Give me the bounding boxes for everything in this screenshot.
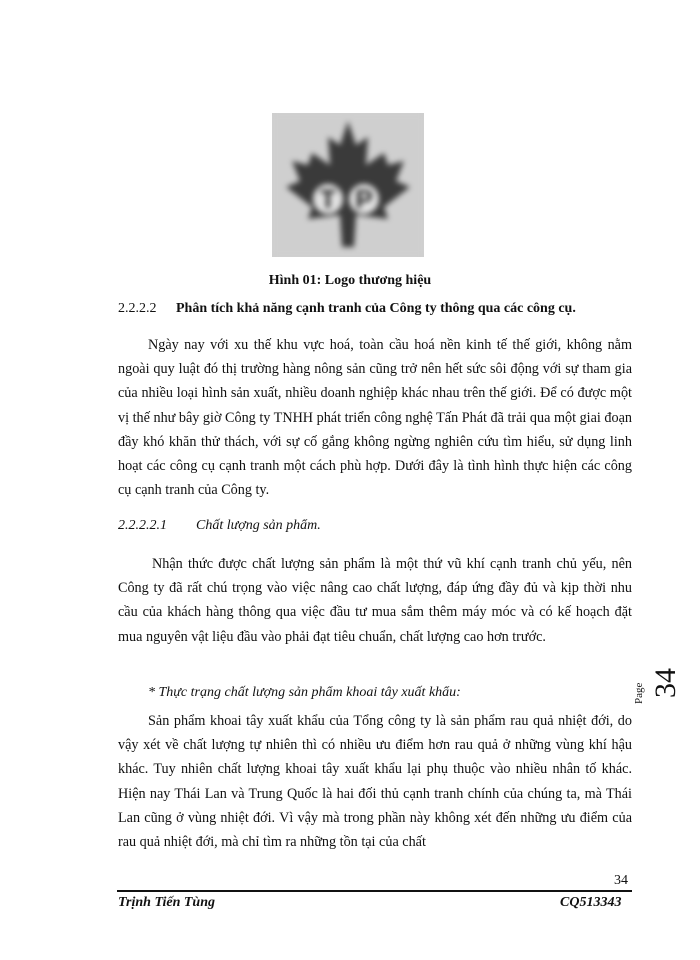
subsection-title: Chất lượng sản phẩm. [196, 518, 321, 533]
logo-image [272, 113, 424, 257]
paragraph-status: Sản phẩm khoai tây xuất khẩu của Tổng công ty là sản phẩm rau quả nhiệt đới, do vậy xét về chất lượng tự nhiên thì có nhiều ưu điểm hơn rau quả ở những vùng khí hậu khác. Tuy nhiên chất lượng khoai tây xuất khẩu lại phụ thuộc vào nhiều nhân tố khác. Hiện nay Thái Lan và Trung Quốc là hai đối thủ cạnh tranh chính của chúng ta, mà Thái Lan cũng ở vùng nhiệt đới. Vì vậy mà trong phần này không xét đến những ưu điểm của rau quả nhiệt đới, mà chỉ tìm ra những tồn tại của chất [118, 713, 632, 851]
side-page-marker [633, 660, 683, 720]
side-page-number: 34 [649, 668, 682, 698]
figure-caption: Hình 01: Logo thương hiệu [268, 273, 432, 288]
footer-author: Trịnh Tiến Tùng [118, 895, 215, 910]
footer-code: CQ513343 [560, 895, 622, 910]
subsection-number: 2.2.2.2.1 [118, 518, 167, 533]
section-heading [118, 301, 576, 317]
footer-page-number: 34 [614, 873, 628, 888]
subsection-heading [118, 518, 321, 534]
paragraph-intro: Ngày nay với xu thế khu vực hoá, toàn cầu hoá nền kinh tế thế giới, không nằm ngoài quy luật đó thị trường hàng nông sản cũng trở nên hết sức sôi động với sự tham gia của nhiều loại hình sản xuất, nhiều doanh nghiệp khác nhau trên thế giới. Để có được một vị thế như bây giờ Công ty TNHH phát triển công nghệ Tấn Phát đã trải qua một giai đoạn đầy khó khăn thử thách, với sự cố gắng không ngừng nghiên cứu tìm hiểu, sử dụng linh hoạt các công cụ cạnh tranh một cách phù hợp. Dưới đây là tình hình thực hiện các công cụ cạnh tranh của Công ty. [118, 337, 632, 499]
paragraph-quality: Nhận thức được chất lượng sản phẩm là một thứ vũ khí cạnh tranh chủ yếu, nên Công ty đã rất chú trọng vào việc nâng cao chất lượng, đáp ứng đầy đủ và kịp thời nhu cầu của khách hàng thông qua việc đầu tư mua sắm thêm máy móc và có kế hoạch đặt mua nguyên vật liệu đầu vào phải đạt tiêu chuẩn, chất lượng cao hơn trước. [118, 556, 632, 645]
logo-letter-t: T [320, 184, 336, 214]
maple-leaf-logo-icon [272, 113, 424, 257]
logo-letter-p: P [355, 184, 373, 214]
side-page-label: Page [633, 682, 645, 704]
bullet-heading: * Thực trạng chất lượng sản phẩm khoai tây xuất khẩu: [148, 685, 461, 700]
section-title: Phân tích khả năng cạnh tranh của Công ty thông qua các công cụ. [176, 301, 576, 316]
section-number: 2.2.2.2 [118, 301, 157, 316]
footer-divider [117, 890, 632, 892]
